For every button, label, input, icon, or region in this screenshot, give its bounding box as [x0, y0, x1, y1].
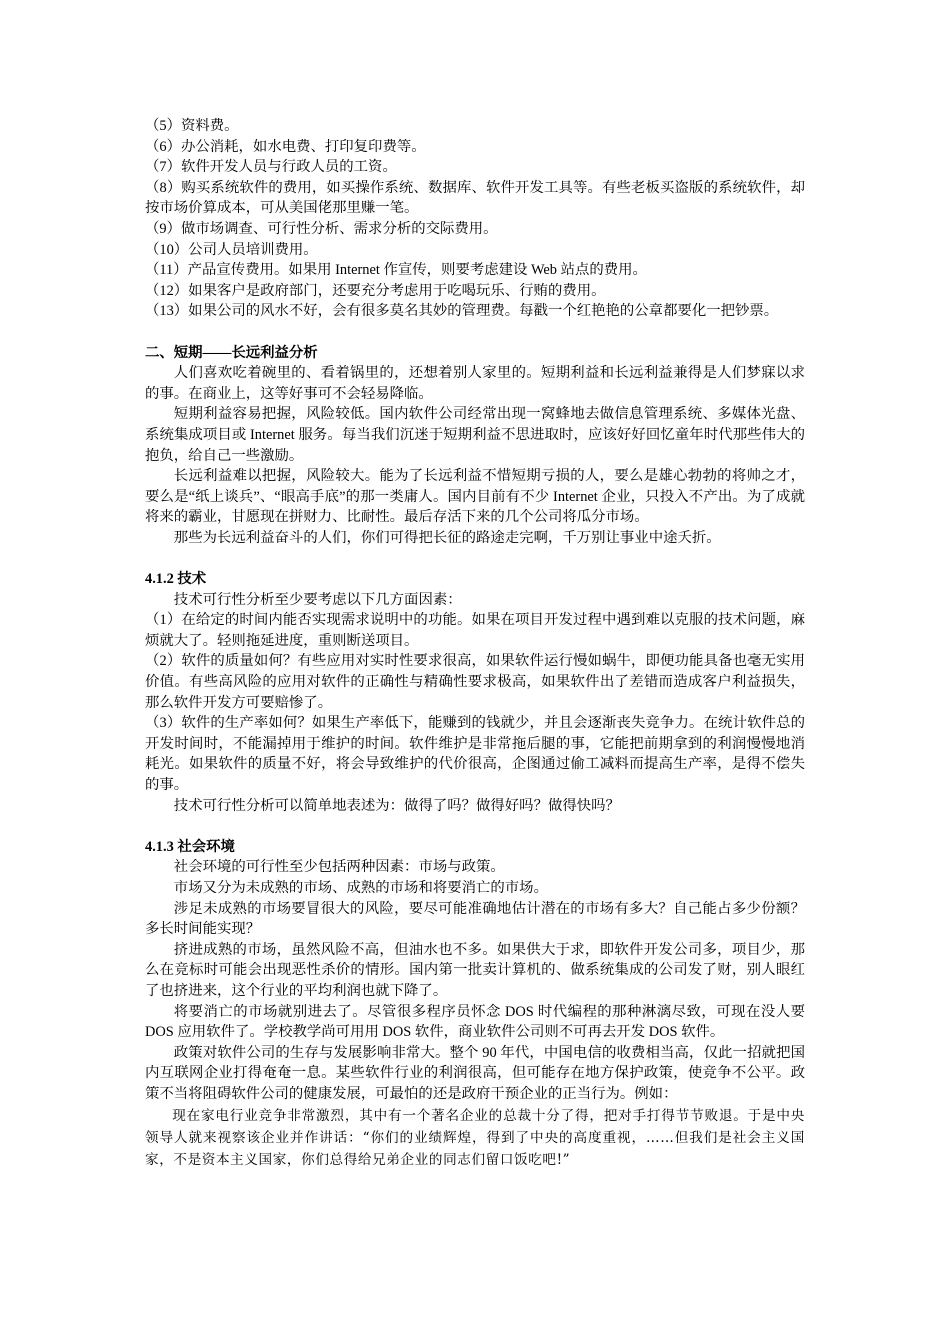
list-item: （2）软件的质量如何？有些应用对实时性要求很高，如果软件运行慢如蜗牛，即便功能具备也毫无实用价值。有些高风险的应用对软件的正确性与精确性要求极高，如果软件出了差错而造成客户利益损失，那么软件开发方可要赔惨了。 [145, 653, 805, 711]
page-content [145, 116, 805, 1171]
section-social-environment [145, 837, 805, 1171]
list-item: （10）公司人员培训费用。 [145, 241, 318, 258]
section-heading: 4.1.2 技术 [145, 571, 207, 588]
spacer [145, 322, 805, 343]
list-item: （12）如果客户是政府部门，还要充分考虑用于吃喝玩乐、行贿的费用。 [145, 282, 606, 299]
list-item: （9）做市场调查、可行性分析、需求分析的交际费用。 [145, 220, 498, 237]
block-quote: 现在家电行业竞争非常激烈，其中有一个著名企业的总裁十分了得，把对手打得节节败退。于是中央领导人就来视察该企业并作讲话：“你们的业绩辉煌，得到了中央的高度重视，……但我们是社会主义国家，不是资本主义国家，你们总得给兄弟企业的同志们留口饭吃吧!” [145, 1107, 805, 1168]
cost-list [145, 116, 805, 322]
list-item: （13）如果公司的风水不好，会有很多莫名其妙的管理费。每戳一个红艳艳的公章都要化一把钞票。 [145, 303, 779, 320]
paragraph: 将要消亡的市场就别进去了。尽管很多程序员怀念 DOS 时代编程的那种淋漓尽致，可现在没人要 DOS 应用软件了。学校教学尚可用用 DOS 软件，商业软件公司则不可再去开发 DOS 软件。 [145, 1003, 805, 1041]
paragraph: 长远利益难以把握，风险较大。能为了长远利益不惜短期亏损的人，要么是雄心勃勃的将帅之才，要么是“纸上谈兵”、“眼高手底”的那一类庸人。国内目前有不少 Internet 企业，只投入不产出。为了成就将来的霸业，甘愿现在拼财力、比耐性。最后存活下来的几个公司将瓜分市场。 [145, 468, 805, 526]
list-item: （7）软件开发人员与行政人员的工资。 [145, 159, 397, 176]
list-item: （11）产品宣传费用。如果用 Internet 作宣传，则要考虑建设 Web 站点的费用。 [145, 262, 647, 279]
paragraph: 短期利益容易把握，风险较低。国内软件公司经常出现一窝蜂地去做信息管理系统、多媒体光盘、系统集成项目或 Internet 服务。每当我们沉迷于短期利益不思进取时，应该好好回忆童年时代那些伟大的抱负，给自己一些激励。 [145, 406, 805, 464]
paragraph: 挤进成熟的市场，虽然风险不高，但油水也不多。如果供大于求，即软件开发公司多，项目少，那么在竞标时可能会出现恶性杀价的情形。国内第一批卖计算机的、做系统集成的公司发了财，别人眼红了也挤进来，这个行业的平均利润也就下降了。 [145, 941, 805, 999]
list-item: （1）在给定的时间内能否实现需求说明中的功能。如果在项目开发过程中遇到难以克服的技术问题，麻烦就大了。轻则拖延进度，重则断送项目。 [145, 612, 805, 649]
spacer [145, 548, 805, 569]
list-item: （6）办公消耗，如水电费、打印复印费等。 [145, 138, 426, 155]
list-item: （3）软件的生产率如何？如果生产率低下，能赚到的钱就少，并且会逐渐丧失竞争力。在统计软件总的开发时间时，不能漏掉用于维护的时间。软件维护是非常拖后腿的事，它能把前期拿到的利润慢慢地消耗光。如果软件的质量不好，将会导致维护的代价很高，企图通过偷工减料而提高生产率，是得不偿失的事。 [145, 715, 805, 793]
list-item: （5）资料费。 [145, 118, 239, 134]
section-heading: 4.1.3 社会环境 [145, 838, 235, 855]
section-technology [145, 569, 805, 816]
section-heading: 二、短期——长远利益分析 [145, 344, 318, 361]
paragraph: 涉足未成熟的市场要冒很大的风险，要尽可能准确地估计潜在的市场有多大？自己能占多少份额？多长时间能实现？ [145, 900, 805, 938]
list-item: （8）购买系统软件的费用，如买操作系统、数据库、软件开发工具等。有些老板买盗版的系统软件，却按市场价算成本，可从美国佬那里赚一笔。 [145, 179, 805, 217]
section-short-long-term [145, 343, 805, 549]
paragraph: 市场又分为未成熟的市场、成熟的市场和将要消亡的市场。 [173, 879, 548, 896]
spacer [145, 816, 805, 837]
paragraph: 政策对软件公司的生存与发展影响非常大。整个 90 年代，中国电信的收费相当高，仅此一招就把国内互联网企业打得奄奄一息。某些软件行业的利润很高，但可能存在地方保护政策，使竞争不公平。政策不当将阻碍软件公司的健康发展，可最怕的还是政府干预企业的正当行为。例如： [145, 1044, 805, 1102]
paragraph: 社会环境的可行性至少包括两种因素：市场与政策。 [173, 859, 505, 876]
paragraph: 技术可行性分析至少要考虑以下几方面因素： [173, 591, 462, 608]
paragraph: 那些为长远利益奋斗的人们，你们可得把长征的路途走完啊，千万别让事业中途夭折。 [173, 529, 721, 546]
paragraph: 技术可行性分析可以简单地表述为：做得了吗？做得好吗？做得快吗？ [173, 797, 620, 814]
paragraph: 人们喜欢吃着碗里的、看着锅里的，还想着别人家里的。短期利益和长远利益兼得是人们梦寐以求的事。在商业上，这等好事可不会轻易降临。 [145, 365, 805, 402]
